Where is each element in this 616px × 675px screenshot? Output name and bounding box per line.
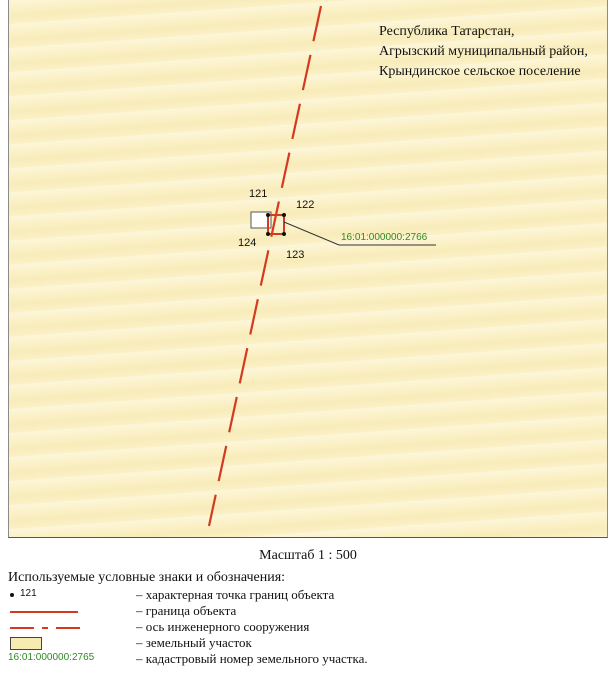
- point-label-123: 123: [286, 249, 305, 261]
- boundary-point-123: [282, 232, 286, 236]
- engineering-axis: [209, 6, 321, 526]
- point-label-121: 121: [249, 188, 268, 200]
- boundary-point-121: [266, 213, 270, 217]
- legend-item-cadastral: [8, 651, 608, 667]
- boundary-point-124: [266, 232, 270, 236]
- cadastral-sample: 16:01:000000:2765: [8, 652, 95, 663]
- cadastral-symbol: [8, 651, 128, 667]
- solid-line-icon: [10, 611, 78, 613]
- legend-desc: – кадастровый номер земельного участка.: [136, 651, 368, 666]
- region-line-2: Агрызский муниципальный район,: [379, 44, 588, 59]
- legend-desc: – ось инженерного сооружения: [136, 619, 310, 634]
- legend-item-axis: [8, 619, 608, 635]
- point-symbol-number: 121: [20, 588, 37, 599]
- parcel-swatch-icon: [10, 637, 42, 650]
- map-scale: Масштаб 1 : 500: [259, 548, 357, 563]
- map-canvas: [9, 0, 609, 538]
- point-symbol: [8, 587, 128, 603]
- legend-title: Используемые условные знаки и обозначения:: [8, 570, 286, 585]
- legend-item-parcel: [8, 635, 608, 651]
- legend-desc: – характерная точка границ объекта: [136, 587, 335, 602]
- region-line-3: Крындинское сельское поселение: [379, 64, 581, 79]
- boundary-symbol: [8, 603, 128, 619]
- dash-line-icon: [56, 627, 80, 629]
- dash-line-icon: [10, 627, 34, 629]
- map-frame: [8, 0, 608, 538]
- legend-desc: – земельный участок: [136, 635, 252, 650]
- engineering-axis-line: [209, 6, 321, 526]
- axis-symbol: [8, 619, 128, 635]
- parcel-symbol: [8, 635, 128, 651]
- cadastral-number-label: 16:01:000000:2766: [341, 232, 428, 243]
- legend-item-point: [8, 587, 608, 603]
- dash-line-icon: [42, 627, 48, 629]
- point-label-122: 122: [296, 199, 315, 211]
- point-label-124: 124: [238, 237, 257, 249]
- legend-desc: – граница объекта: [136, 603, 237, 618]
- region-line-1: Республика Татарстан,: [379, 24, 515, 39]
- point-dot-icon: [10, 593, 14, 597]
- legend-item-boundary: [8, 603, 608, 619]
- boundary-point-122: [282, 213, 286, 217]
